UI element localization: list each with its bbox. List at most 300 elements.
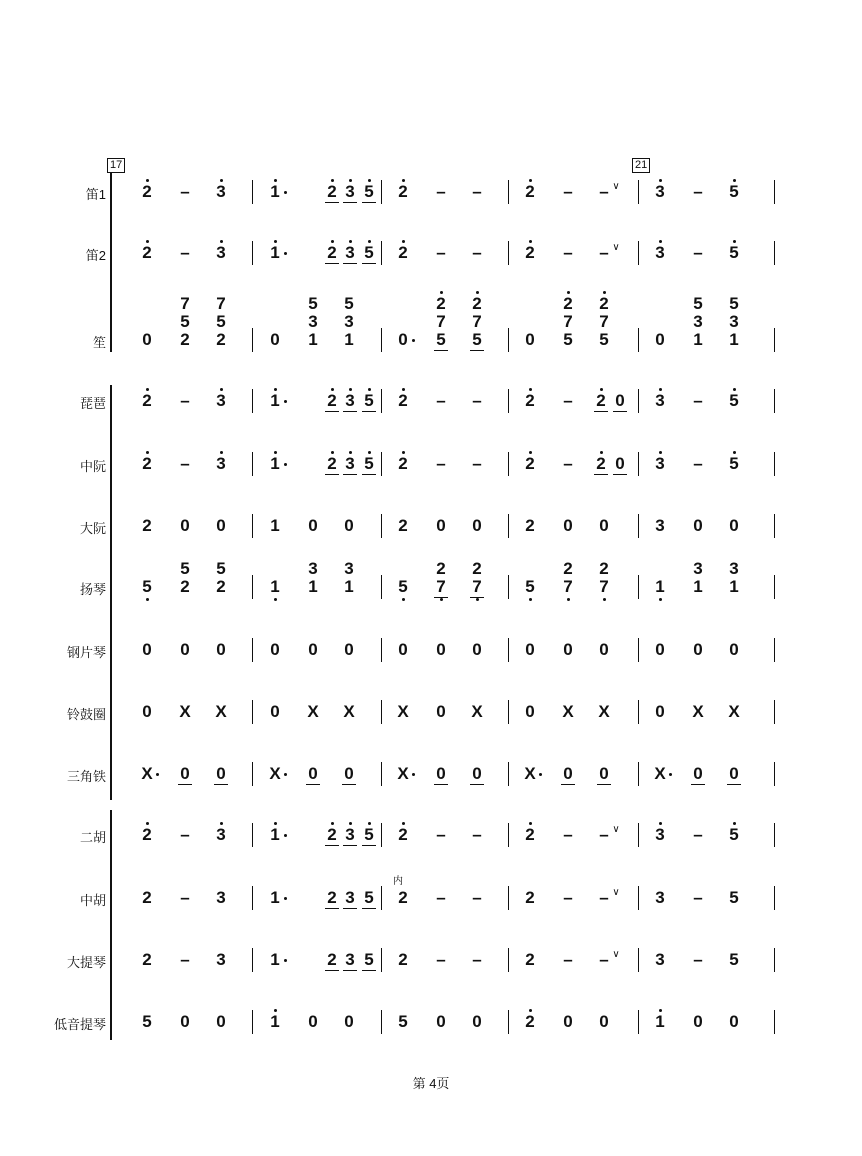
note-r2-m3-1-tone-2: 2: [563, 294, 573, 313]
note-r12-m1-0: 1: [270, 950, 280, 969]
note-r1-m1-3-high-dot: [368, 240, 371, 243]
note-r9-m0-0: X: [141, 764, 153, 783]
note-r6-m1-1-tone-0: 1: [308, 577, 318, 596]
note-r6-m0-0: 5: [142, 577, 152, 596]
note-r10-m1-1-high-dot: [331, 822, 334, 825]
barline: [638, 762, 639, 786]
instrument-label: 笛2: [85, 248, 106, 263]
note-r11-m3-0: 2: [525, 888, 535, 907]
note-r6-m3-2-tone-0-low-dot: [603, 598, 606, 601]
note-r13-m3-0: 2: [525, 1012, 535, 1031]
note-r11-m4-0: 3: [655, 888, 665, 907]
note-r0-m1-0-high-dot: [274, 179, 277, 182]
system-bracket-0: [110, 172, 112, 352]
note-r5-m2-1: 0: [436, 516, 446, 535]
note-r10-m1-0-high-dot: [274, 822, 277, 825]
note-r3-m1-2-underline: [343, 411, 357, 412]
note-r1-m1-1: 2: [327, 243, 337, 262]
note-r8-m0-1: X: [179, 702, 191, 721]
note-r1-m3-0: 2: [525, 243, 535, 262]
note-r3-m1-2: 3: [345, 391, 355, 410]
note-r5-m4-0: 3: [655, 516, 665, 535]
note-r11-m4-1: –: [693, 888, 703, 907]
note-r0-m1-2-high-dot: [349, 179, 352, 182]
barline: [774, 514, 775, 538]
note-r9-m4-2: 0: [729, 764, 739, 783]
note-r4-m0-2: 3: [216, 454, 226, 473]
barline: [508, 575, 509, 599]
note-r2-m3-2-tone-2-high-dot: [603, 291, 606, 294]
note-r11-m3-1: –: [563, 888, 573, 907]
barline: [638, 241, 639, 265]
note-r7-m3-1: 0: [563, 640, 573, 659]
note-r10-m3-1: –: [563, 825, 573, 844]
note-r4-m3-1: –: [563, 454, 573, 473]
note-r13-m0-0: 5: [142, 1012, 152, 1031]
note-r0-m2-1: –: [436, 182, 446, 201]
breath-mark: ∨: [612, 887, 620, 898]
note-r6-m1-0-low-dot: [274, 598, 277, 601]
note-r4-m1-2-high-dot: [349, 451, 352, 454]
note-r6-m2-1-tone-0-low-dot: [440, 598, 443, 601]
note-r9-m2-1-underline: [434, 784, 448, 785]
note-r3-m1-1-high-dot: [331, 388, 334, 391]
note-r10-m1-3-underline: [362, 845, 376, 846]
rehearsal-mark-17: 17: [107, 158, 125, 173]
note-r9-m3-2-underline: [597, 784, 611, 785]
note-r0-m1-2: 3: [345, 182, 355, 201]
note-r10-m3-0-high-dot: [529, 822, 532, 825]
note-r3-m0-2-high-dot: [220, 388, 223, 391]
note-r10-m4-1: –: [693, 825, 703, 844]
note-r1-m2-2: –: [472, 243, 482, 262]
note-r0-m3-2: –: [599, 182, 609, 201]
barline: [252, 700, 253, 724]
barline: [508, 389, 509, 413]
note-r2-m2-0-augment-dot: [412, 339, 415, 342]
note-r0-m1-3-underline: [362, 202, 376, 203]
note-r10-m1-0-augment-dot: [284, 834, 287, 837]
barline: [252, 1010, 253, 1034]
note-r12-m4-1: –: [693, 950, 703, 969]
barline: [638, 948, 639, 972]
barline: [381, 389, 382, 413]
note-r8-m0-2: X: [215, 702, 227, 721]
note-r3-m1-2-high-dot: [349, 388, 352, 391]
note-r6-m4-0-low-dot: [659, 598, 662, 601]
note-r4-m2-1: –: [436, 454, 446, 473]
instrument-label: 三角铁: [66, 769, 106, 784]
barline: [508, 1010, 509, 1034]
note-r3-m1-3-high-dot: [368, 388, 371, 391]
note-r3-m0-1: –: [180, 391, 190, 410]
note-r4-m3-0: 2: [525, 454, 535, 473]
note-r4-m1-1-underline: [325, 474, 339, 475]
barline: [508, 823, 509, 847]
note-r0-m3-1: –: [563, 182, 573, 201]
note-r5-m0-2: 0: [216, 516, 226, 535]
note-r12-m1-2: 3: [345, 950, 355, 969]
note-r0-m0-1: –: [180, 182, 190, 201]
note-r9-m0-0-augment-dot: [156, 773, 159, 776]
note-r13-m4-0: 1: [655, 1012, 665, 1031]
note-r10-m1-3-high-dot: [368, 822, 371, 825]
note-r7-m2-1: 0: [436, 640, 446, 659]
barline: [252, 180, 253, 204]
note-r3-m2-0: 2: [398, 391, 408, 410]
note-r12-m3-0: 2: [525, 950, 535, 969]
barline: [638, 328, 639, 352]
note-r5-m0-1: 0: [180, 516, 190, 535]
note-r6-m1-2-tone-0: 1: [344, 577, 354, 596]
note-r10-m1-3: 5: [364, 825, 374, 844]
note-r10-m3-0: 2: [525, 825, 535, 844]
note-r9-m4-1: 0: [693, 764, 703, 783]
note-r12-m4-0: 3: [655, 950, 665, 969]
note-r12-m0-1: –: [180, 950, 190, 969]
note-r1-m4-0-high-dot: [659, 240, 662, 243]
note-r0-m4-0: 3: [655, 182, 665, 201]
note-r9-m3-1-underline: [561, 784, 575, 785]
note-r4-m1-1: 2: [327, 454, 337, 473]
note-r6-m2-2-tone-0-low-dot: [476, 598, 479, 601]
barline: [252, 452, 253, 476]
barline: [381, 452, 382, 476]
barline: [774, 700, 775, 724]
note-r11-m0-2: 3: [216, 888, 226, 907]
barline: [774, 948, 775, 972]
note-r12-m0-0: 2: [142, 950, 152, 969]
note-r13-m1-0: 1: [270, 1012, 280, 1031]
note-r12-m1-3: 5: [364, 950, 374, 969]
note-r10-m1-2-high-dot: [349, 822, 352, 825]
barline: [638, 823, 639, 847]
note-r1-m0-2-high-dot: [220, 240, 223, 243]
note-r7-m1-0: 0: [270, 640, 280, 659]
note-r8-m3-1: X: [562, 702, 574, 721]
note-r4-m3-3: 0: [615, 454, 625, 473]
note-r2-m4-1-tone-1: 3: [693, 312, 703, 331]
note-r12-m2-1: –: [436, 950, 446, 969]
note-r9-m2-0: X: [397, 764, 409, 783]
note-r2-m4-2-tone-1: 3: [729, 312, 739, 331]
note-r10-m2-0-high-dot: [402, 822, 405, 825]
instrument-label: 二胡: [79, 830, 106, 845]
note-r2-m2-2-tone-0-underline: [470, 350, 484, 351]
note-r8-m0-0: 0: [142, 702, 152, 721]
note-r0-m0-2-high-dot: [220, 179, 223, 182]
note-r8-m1-2: X: [343, 702, 355, 721]
barline: [508, 180, 509, 204]
note-r4-m1-3-underline: [362, 474, 376, 475]
note-r10-m1-2: 3: [345, 825, 355, 844]
note-r7-m3-2: 0: [599, 640, 609, 659]
note-r6-m4-2-tone-0: 1: [729, 577, 739, 596]
note-r2-m0-1-tone-2: 7: [180, 294, 190, 313]
note-r1-m3-2: –: [599, 243, 609, 262]
note-r0-m4-1: –: [693, 182, 703, 201]
note-r10-m0-2-high-dot: [220, 822, 223, 825]
note-r11-m1-3-underline: [362, 908, 376, 909]
note-r3-m2-2: –: [472, 391, 482, 410]
note-r13-m4-0-high-dot: [659, 1009, 662, 1012]
instrument-label: 扬琴: [79, 582, 106, 597]
note-r2-m3-1-tone-1: 7: [563, 312, 573, 331]
note-r2-m0-2-tone-1: 5: [216, 312, 226, 331]
note-r13-m0-2: 0: [216, 1012, 226, 1031]
note-r1-m1-2-underline: [343, 263, 357, 264]
note-r4-m1-2: 3: [345, 454, 355, 473]
note-r2-m3-1-tone-0: 5: [563, 330, 573, 349]
note-r12-m1-3-underline: [362, 970, 376, 971]
note-r2-m2-2-tone-2-high-dot: [476, 291, 479, 294]
note-r4-m3-2: 2: [596, 454, 606, 473]
barline: [774, 389, 775, 413]
note-r2-m4-1-tone-2: 5: [693, 294, 703, 313]
barline: [638, 452, 639, 476]
note-r7-m3-0: 0: [525, 640, 535, 659]
note-r2-m0-1-tone-1: 5: [180, 312, 190, 331]
note-r5-m3-1: 0: [563, 516, 573, 535]
note-r6-m3-1-tone-0-low-dot: [567, 598, 570, 601]
note-r10-m0-0: 2: [142, 825, 152, 844]
barline: [774, 638, 775, 662]
note-r6-m2-2-tone-0-underline: [470, 597, 484, 598]
instrument-label: 琵琶: [79, 396, 106, 411]
note-r13-m3-1: 0: [563, 1012, 573, 1031]
barline: [252, 638, 253, 662]
barline: [252, 514, 253, 538]
note-r13-m1-0-high-dot: [274, 1009, 277, 1012]
page-footer: 第 4页: [412, 1076, 450, 1091]
note-r3-m3-3-underline: [613, 411, 627, 412]
note-r0-m0-0-high-dot: [146, 179, 149, 182]
note-r13-m0-1: 0: [180, 1012, 190, 1031]
note-r2-m3-2-tone-2: 2: [599, 294, 609, 313]
instrument-label: 笛1: [85, 187, 106, 202]
note-r2-m1-2-tone-0: 1: [344, 330, 354, 349]
note-r11-m4-2: 5: [729, 888, 739, 907]
note-r11-m1-2-underline: [343, 908, 357, 909]
breath-mark: ∨: [612, 242, 620, 253]
note-r6-m0-0-low-dot: [146, 598, 149, 601]
note-r12-m1-2-underline: [343, 970, 357, 971]
note-r13-m3-2: 0: [599, 1012, 609, 1031]
note-r11-m1-1-underline: [325, 908, 339, 909]
note-r3-m1-1-underline: [325, 411, 339, 412]
note-r6-m3-1-tone-0: 7: [563, 577, 573, 596]
note-r2-m1-1-tone-1: 3: [308, 312, 318, 331]
note-r4-m1-0-high-dot: [274, 451, 277, 454]
instrument-label: 大阮: [79, 521, 106, 536]
barline: [508, 514, 509, 538]
note-r5-m3-2: 0: [599, 516, 609, 535]
note-r11-m1-0: 1: [270, 888, 280, 907]
note-r9-m3-1: 0: [563, 764, 573, 783]
barline: [774, 886, 775, 910]
note-r11-m1-3: 5: [364, 888, 374, 907]
note-r4-m4-0: 3: [655, 454, 665, 473]
note-r0-m1-1: 2: [327, 182, 337, 201]
note-r3-m4-0-high-dot: [659, 388, 662, 391]
note-r9-m2-2-underline: [470, 784, 484, 785]
note-r1-m4-1: –: [693, 243, 703, 262]
note-r0-m4-0-high-dot: [659, 179, 662, 182]
barline: [638, 180, 639, 204]
note-r10-m4-0: 3: [655, 825, 665, 844]
note-r6-m2-0-low-dot: [402, 598, 405, 601]
note-r10-m2-2: –: [472, 825, 482, 844]
note-r9-m0-2: 0: [216, 764, 226, 783]
note-r6-m3-0-low-dot: [529, 598, 532, 601]
barline: [638, 514, 639, 538]
note-r5-m4-1: 0: [693, 516, 703, 535]
note-r9-m1-1-underline: [306, 784, 320, 785]
note-r7-m4-1: 0: [693, 640, 703, 659]
note-r13-m2-2: 0: [472, 1012, 482, 1031]
note-r1-m1-2: 3: [345, 243, 355, 262]
note-r6-m0-1-tone-0: 2: [180, 577, 190, 596]
note-r1-m0-0: 2: [142, 243, 152, 262]
note-r0-m0-0: 2: [142, 182, 152, 201]
note-r1-m3-0-high-dot: [529, 240, 532, 243]
note-r7-m2-2: 0: [472, 640, 482, 659]
note-r13-m3-0-high-dot: [529, 1009, 532, 1012]
note-r2-m2-1-tone-2-high-dot: [440, 291, 443, 294]
note-r3-m1-0-high-dot: [274, 388, 277, 391]
note-r10-m0-1: –: [180, 825, 190, 844]
barline: [774, 180, 775, 204]
barline: [252, 948, 253, 972]
note-r4-m1-0-augment-dot: [284, 463, 287, 466]
barline: [381, 948, 382, 972]
note-r7-m4-2: 0: [729, 640, 739, 659]
barline: [252, 823, 253, 847]
barline: [252, 328, 253, 352]
note-r11-m2-0: 2: [398, 888, 408, 907]
note-r10-m0-0-high-dot: [146, 822, 149, 825]
note-r2-m2-2-tone-0: 5: [472, 330, 482, 349]
note-r6-m2-1-tone-0-underline: [434, 597, 448, 598]
note-r4-m4-0-high-dot: [659, 451, 662, 454]
note-r9-m0-2-underline: [214, 784, 228, 785]
barline: [381, 328, 382, 352]
note-r6-m2-2-tone-1: 2: [472, 559, 482, 578]
instrument-label: 低音提琴: [53, 1017, 106, 1032]
barline: [252, 762, 253, 786]
note-r2-m0-2-tone-0: 2: [216, 330, 226, 349]
note-r2-m1-1-tone-2: 5: [308, 294, 318, 313]
note-r7-m1-2: 0: [344, 640, 354, 659]
note-r7-m0-1: 0: [180, 640, 190, 659]
note-r3-m0-2: 3: [216, 391, 226, 410]
note-r1-m1-0: 1: [270, 243, 280, 262]
barline: [508, 241, 509, 265]
instrument-label: 大提琴: [66, 955, 106, 970]
note-r1-m1-3: 5: [364, 243, 374, 262]
note-r12-m4-2: 5: [729, 950, 739, 969]
note-r2-m1-1-tone-0: 1: [308, 330, 318, 349]
barline: [381, 514, 382, 538]
note-r8-m4-0: 0: [655, 702, 665, 721]
note-r0-m1-1-high-dot: [331, 179, 334, 182]
note-r0-m1-1-underline: [325, 202, 339, 203]
note-r6-m4-1-tone-1: 3: [693, 559, 703, 578]
note-r6-m2-1-tone-1: 2: [436, 559, 446, 578]
note-r6-m2-2-tone-0: 7: [472, 577, 482, 596]
note-r2-m1-2-tone-1: 3: [344, 312, 354, 331]
note-r1-m4-0: 3: [655, 243, 665, 262]
note-r9-m4-1-underline: [691, 784, 705, 785]
note-r5-m1-1: 0: [308, 516, 318, 535]
note-r5-m1-2: 0: [344, 516, 354, 535]
note-r2-m4-0: 0: [655, 330, 665, 349]
note-r8-m2-1: 0: [436, 702, 446, 721]
note-r6-m3-2-tone-1: 2: [599, 559, 609, 578]
note-r11-m3-2: –: [599, 888, 609, 907]
note-r3-m2-0-high-dot: [402, 388, 405, 391]
note-r10-m2-1: –: [436, 825, 446, 844]
note-r2-m4-2-tone-0: 1: [729, 330, 739, 349]
note-r13-m4-1: 0: [693, 1012, 703, 1031]
barline: [774, 1010, 775, 1034]
barline: [508, 948, 509, 972]
note-r3-m3-3: 0: [615, 391, 625, 410]
note-r2-m2-2-tone-2: 2: [472, 294, 482, 313]
note-r10-m4-0-high-dot: [659, 822, 662, 825]
note-r0-m2-0-high-dot: [402, 179, 405, 182]
note-r2-m0-0: 0: [142, 330, 152, 349]
note-r12-m1-1: 2: [327, 950, 337, 969]
instrument-label: 钢片琴: [66, 645, 106, 660]
note-r13-m1-1: 0: [308, 1012, 318, 1031]
note-r2-m2-1-tone-0-underline: [434, 350, 448, 351]
note-r4-m4-1: –: [693, 454, 703, 473]
barline: [508, 452, 509, 476]
note-r0-m1-2-underline: [343, 202, 357, 203]
note-r8-m2-0: X: [397, 702, 409, 721]
note-r1-m1-0-augment-dot: [284, 252, 287, 255]
note-r4-m1-0: 1: [270, 454, 280, 473]
note-r7-m2-0: 0: [398, 640, 408, 659]
barline: [774, 762, 775, 786]
note-r3-m2-1: –: [436, 391, 446, 410]
note-r9-m4-2-underline: [727, 784, 741, 785]
note-r9-m3-0-augment-dot: [539, 773, 542, 776]
instrument-label: 笙: [92, 335, 106, 350]
barline: [638, 389, 639, 413]
note-r4-m1-1-high-dot: [331, 451, 334, 454]
note-r10-m1-2-underline: [343, 845, 357, 846]
note-r0-m1-0: 1: [270, 182, 280, 201]
note-r10-m1-1: 2: [327, 825, 337, 844]
note-r6-m3-2-tone-0: 7: [599, 577, 609, 596]
note-r5-m2-0: 2: [398, 516, 408, 535]
note-r4-m4-2-high-dot: [733, 451, 736, 454]
note-r11-m1-1: 2: [327, 888, 337, 907]
note-r3-m3-0-high-dot: [529, 388, 532, 391]
barline: [381, 886, 382, 910]
barline: [508, 762, 509, 786]
note-r12-m3-1: –: [563, 950, 573, 969]
note-r2-m0-2-tone-2: 7: [216, 294, 226, 313]
note-r1-m4-2: 5: [729, 243, 739, 262]
note-r3-m3-2-underline: [594, 411, 608, 412]
note-r9-m2-2: 0: [472, 764, 482, 783]
barline: [381, 700, 382, 724]
note-r12-m1-0-augment-dot: [284, 959, 287, 962]
note-r11-m2-1: –: [436, 888, 446, 907]
